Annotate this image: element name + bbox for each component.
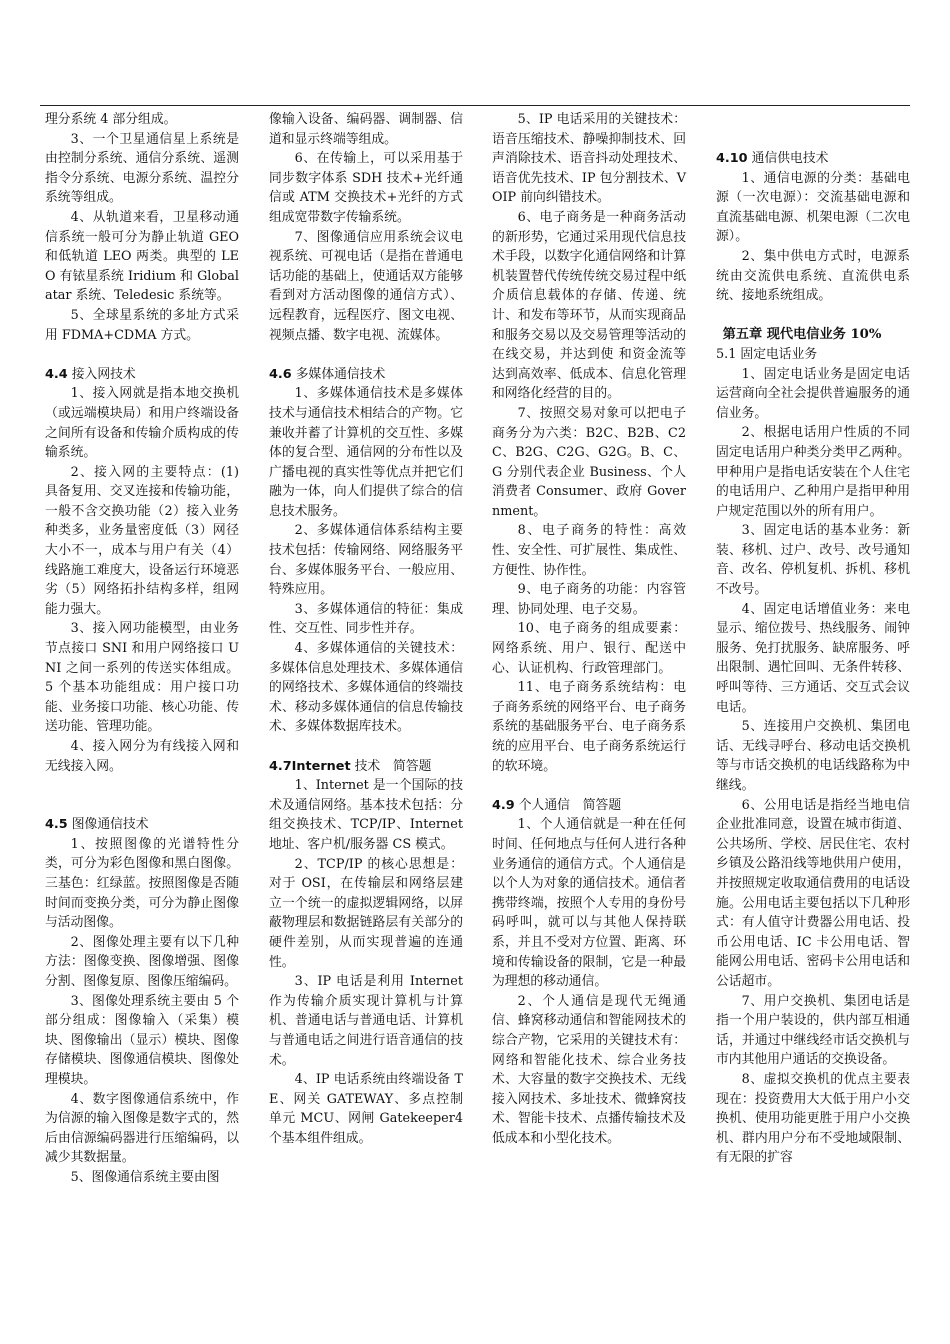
paragraph: 6、电子商务是一种商务活动的新形势，它通过采用现代信息技术手段，以数字化通信网络和计算机装置替代传统传统交易过程中纸介质信息载体的存储、传递、统计、和发布等环节，从而实现商品和服务交易以及交易管理等活动的在线交易，并达到使 和资金流等达到高效率、低成本、信息化管理和网络化经营的目的。 bbox=[492, 209, 686, 402]
paragraph: 8、电子商务的特性：高效性、安全性、可扩展性、集成性、方便性、协作性。 bbox=[492, 523, 686, 578]
paragraph: 7、图像通信应用系统会议电视系统、可视电话（是指在普通电话功能的基础上，使通话双方能够看到对方活动图像的通信方式）、远程教育，远程医疗、图文电视、视频点播、数字电视、流媒体。 bbox=[269, 229, 463, 343]
paragraph: 7、用户交换机、集团电话是指一个用户装设的，供内部互相通话，并通过中继线经市话交换机与市内其他用户通话的交换设备。 bbox=[716, 993, 910, 1068]
paragraph: 2、根据电话用户性质的不同固定电话用户种类分类甲乙两种。甲种用户是指电话安装在个人住宅的电话用户、乙种用户是指甲种用户规定范围以外的所有用户。 bbox=[716, 425, 910, 519]
column-3 bbox=[492, 110, 686, 1148]
paragraph: 9、电子商务的功能：内容管理、协同处理、电子交易。 bbox=[492, 582, 686, 617]
paragraph: 7、按照交易对象可以把电子商务分为六类：B2C、B2B、C2C、B2G、C2G、G2G。B、C、G 分别代表企业 Business、个人消费者 Consumer、政府 Government。 bbox=[492, 405, 686, 519]
section-heading-4-9: 4.9 个人通信 简答题 bbox=[492, 797, 622, 813]
paragraph: 1、通信电源的分类：基础电源（一次电源）：交流基础电源和直流基础电源、机架电源（二次电源）。 bbox=[716, 170, 910, 245]
paragraph: 5、连接用户交换机、集团电话、无线寻呼台、移动电话交换机等与市话交换机的电话线路称为中继线。 bbox=[716, 719, 910, 793]
paragraph: 3、IP 电话是利用 Internet 作为传输介质实现计算机与计算机、普通电话与普通电话、计算机与普通电话之间进行语音通信的技术。 bbox=[269, 974, 463, 1068]
paragraph: 像输入设备、编码器、调制器、信道和显示终端等组成。 bbox=[269, 112, 463, 147]
paragraph: 4、接入网分为有线接入网和无线接入网。 bbox=[45, 739, 239, 774]
column-1 bbox=[45, 110, 239, 1187]
paragraph: 2、TCP/IP 的核心思想是：对于 OSI，在传输层和网络层建立一个统一的虚拟逻辑网络，以屏蔽物理层和数据链路层有关部分的硬件差别，从而实现普遍的连通性。 bbox=[269, 856, 463, 970]
paragraph: 3、图像处理系统主要由 5 个部分组成：图像输入（采集）模块、图像输出（显示）模块、图像存储模块、图像通信模块、图像处理模块。 bbox=[45, 993, 239, 1087]
header-rule bbox=[40, 105, 910, 106]
chapter-heading-5: 第五章 现代电信业务 10% bbox=[722, 327, 882, 343]
paragraph: 6、公用电话是指经当地电信企业批准同意，设置在城市街道、公共场所、学校、居民住宅、农村乡镇及公路沿线等地供用户使用，并按照规定收取通信费用的电话设施。公用电话主要包括以下几种形式：有人值守计费器公用电话、投币公用电话、IC 卡公用电话、智能网公用电话、密码卡公用电话和公话超市。 bbox=[716, 797, 910, 989]
paragraph: 3、多媒体通信的特征：集成性、交互性、同步性并存。 bbox=[269, 601, 463, 637]
paragraph: 1、接入网就是指本地交换机（或远端模块局）和用户终端设备之间所有设备和传输介质构成的传输系统。 bbox=[45, 386, 239, 461]
paragraph: 1、个人通信就是一种在任何时间、任何地点与任何人进行各种业务通信的通信方式。个人通信是以个人为对象的通信技术。通信者携带终端，按照个人专用的身份号码呼叫，就可以与其他人保持联系，并且不受对方位置、距离、环境和传输设备的限制，它是一种最为理想的移动通信。 bbox=[492, 817, 686, 990]
paragraph: 11、电子商务系统结构：电子商务系统的网络平台、电子商务系统的基础服务平台、电子商务系统的应用平台、电子商务系统运行的软环境。 bbox=[492, 680, 686, 774]
paragraph: 2、图像处理主要有以下几种方法：图像变换、图像增强、图像分割、图像复原、图像压缩编码。 bbox=[45, 934, 239, 989]
paragraph: 4、多媒体通信的关键技术：多媒体信息处理技术、多媒体通信的网络技术、多媒体通信的终端技术、移动多媒体通信的信息传输技术、多媒体数据库技术。 bbox=[269, 641, 463, 735]
section-heading-4-10: 4.10 通信供电技术 bbox=[716, 151, 829, 166]
paragraph: 4、IP 电话系统由终端设备 TE、网关 GATEWAY、多点控制单元 MCU、网闸 Gatekeeper4 个基本组件组成。 bbox=[269, 1072, 463, 1146]
section-heading-4-4: 4.4 接入网技术 bbox=[45, 366, 136, 382]
paragraph: 6、在传输上，可以采用基于同步数字体系 SDH 技术+光纤通信或 ATM 交换技术+光纤的方式组成宽带数字传输系统。 bbox=[269, 151, 463, 225]
paragraph: 3、固定电话的基本业务：新装、移机、过户、改号、改号通知音、改名、停机复机、拆机、移机不改号。 bbox=[716, 523, 910, 598]
paragraph: 8、虚拟交换机的优点主要表现在：投资费用大大低于用户小交换机、使用功能更胜于用户小交换机、群内用户分布不受地域限制、有无限的扩容 bbox=[716, 1071, 910, 1166]
section-heading-4-5: 4.5 图像通信技术 bbox=[45, 817, 149, 833]
paragraph: 4、数字图像通信系统中，作为信源的输入图像是数字式的，然后由信源编码器进行压缩编码，以减少其数据量。 bbox=[45, 1091, 239, 1166]
paragraph: 2、集中供电方式时，电源系统由交流供电系统、直流供电系统、接地系统组成。 bbox=[716, 248, 910, 304]
paragraph: 5、IP 电话采用的关键技术：语音压缩技术、静噪抑制技术、回声消除技术、语音抖动处理技术、语音优先技术、IP 包分割技术、VOIP 前向纠错技术。 bbox=[492, 112, 686, 206]
paragraph: 3、一个卫星通信星上系统是由控制分系统、通信分系统、遥测指令分系统、电源分系统、温控分系统等组成。 bbox=[45, 131, 239, 206]
section-heading-4-7: 4.7Internet 技术 简答题 bbox=[269, 758, 432, 774]
paragraph: 2、个人通信是现代无绳通信、蜂窝移动通信和智能网技术的综合产物，它采用的关键技术有：网络和智能化技术、综合业务技术、大容量的数字交换技术、无线接入网技术、多址技术、微蜂窝技术、智能卡技术、点播传输技术及低成本和小型化技术。 bbox=[492, 993, 686, 1146]
paragraph: 3、接入网功能模型，由业务节点接口 SNI 和用户网络接口 UNI 之间一系列的传送实体组成。5 个基本功能组成：用户接口功能、业务接口功能、核心功能、传送功能、管理功能。 bbox=[45, 621, 239, 735]
paragraph: 5、全球星系统的多址方式采用 FDMA+CDMA 方式。 bbox=[45, 307, 239, 343]
section-heading-5-1: 5.1 固定电话业务 bbox=[716, 346, 818, 362]
paragraph: 理分系统 4 部分组成。 bbox=[45, 112, 177, 127]
paragraph: 1、按照图像的光谱特性分类，可分为彩色图像和黑白图像。三基色：红绿蓝。按照图像是否随时间而变换分类，可分为静止图像与活动图像。 bbox=[45, 836, 239, 931]
paragraph: 1、固定电话业务是固定电话运营商向全社会提供普遍服务的通信业务。 bbox=[716, 366, 910, 421]
paragraph: 4、从轨道来看，卫星移动通信系统一般可分为静止轨道 GEO 和低轨道 LEO 两类。典型的 LEO 有铱星系统 Iridium 和 Globalatar 系统、Teledesic 系统等。 bbox=[45, 209, 239, 304]
paragraph: 2、多媒体通信体系结构主要技术包括：传输网络、网络服务平台、多媒体服务平台、一般应用、特殊应用。 bbox=[269, 523, 463, 598]
section-heading-4-6: 4.6 多媒体通信技术 bbox=[269, 366, 386, 382]
column-4 bbox=[716, 110, 910, 1168]
paragraph: 1、Internet 是一个国际的技术及通信网络。基本技术包括：分组交换技术、TCP/IP、Internet 地址、客户机/服务器 CS 模式。 bbox=[269, 778, 463, 852]
paragraph: 10、电子商务的组成要素：网络系统、用户、银行、配送中心、认证机构、行政管理部门。 bbox=[492, 621, 686, 676]
column-2 bbox=[269, 110, 463, 1148]
paragraph: 1、多媒体通信技术是多媒体技术与通信技术相结合的产物。它兼收并蓄了计算机的交互性、多媒体的复合型、通信网的分布性以及广播电视的真实性等优点并把它们融为一体，向人们提供了综合的信息技术服务。 bbox=[269, 386, 463, 519]
paragraph: 5、图像通信系统主要由图 bbox=[70, 1169, 220, 1185]
paragraph: 4、固定电话增值业务：来电显示、缩位拨号、热线服务、闹钟服务、免打扰服务、缺席服务、呼出限制、遇忙回叫、无条件转移、呼叫等待、三方通话、交互式会议电话。 bbox=[716, 601, 910, 715]
paragraph: 2、接入网的主要特点：(1) 具备复用、交叉连接和传输功能，一般不含交换功能（2）接入业务种类多，业务量密度低（3）网径大小不一，成本与用户有关（4）线路施工难度大，设备运行环境恶劣（5）网络拓扑结构多样，组网能力强大。 bbox=[45, 464, 239, 617]
